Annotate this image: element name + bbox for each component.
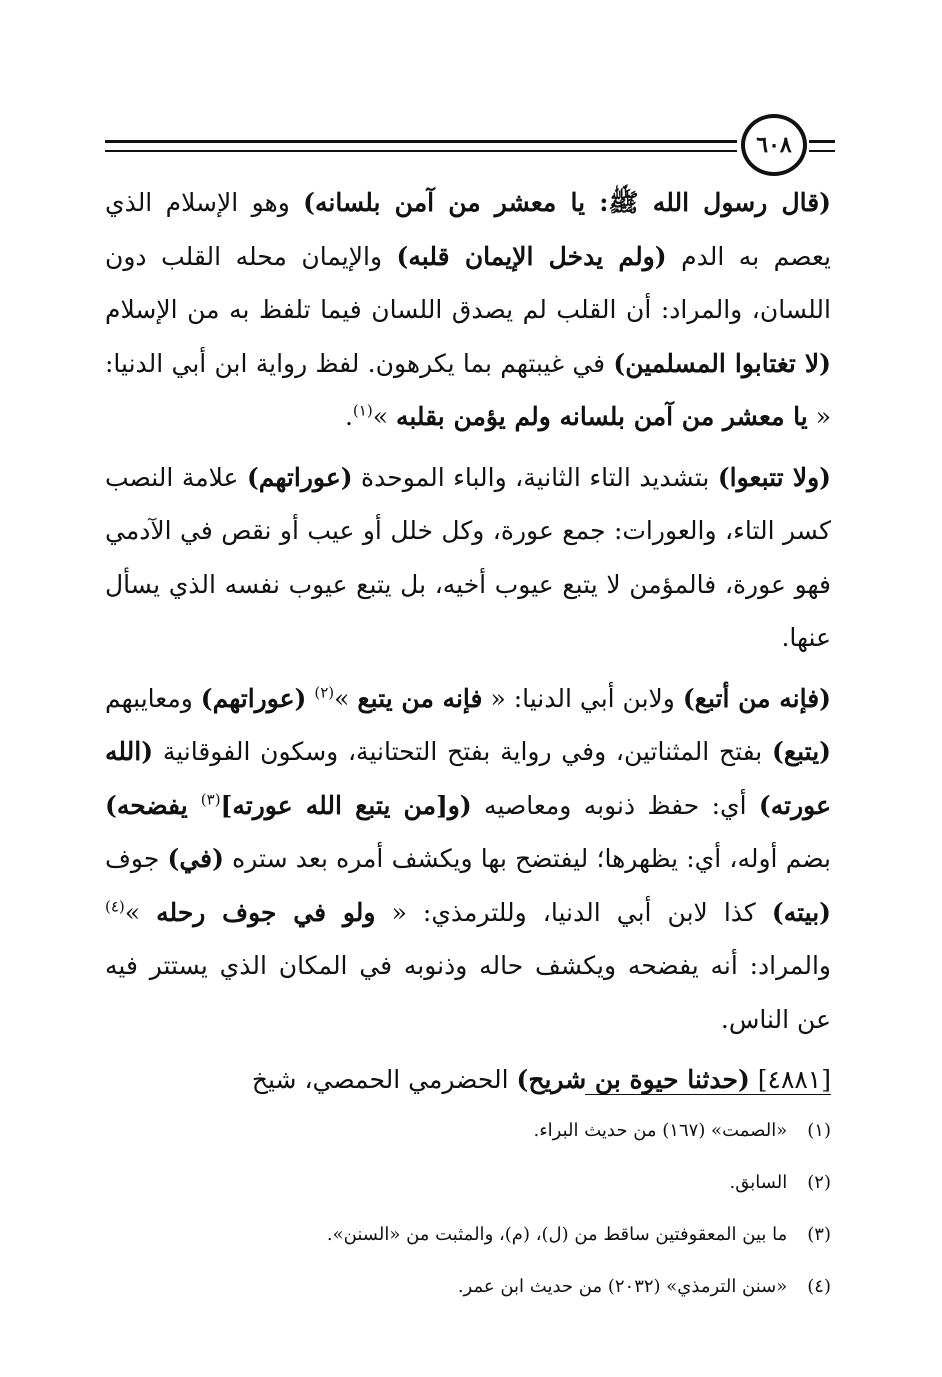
footnote-number: (١) bbox=[807, 1120, 831, 1141]
text-run: الحضرمي الحمصي، شيخ bbox=[251, 1065, 517, 1094]
text-run: كذا لابن أبي الدنيا، وللترمذي: « bbox=[375, 897, 772, 927]
page-number: ٦٠٨ bbox=[741, 114, 807, 176]
text-run: (لا تغتابوا المسلمين) bbox=[613, 348, 831, 378]
text-run: ومعايبهم bbox=[104, 683, 201, 713]
text-run: (قال رسول الله ﷺ: يا معشر من آمن بلسانه) bbox=[303, 188, 832, 217]
paragraph bbox=[105, 1053, 831, 1107]
text-run: أي: حفظ ذنوبه ومعاصيه bbox=[471, 790, 759, 820]
text-run: (عوراتهم) bbox=[200, 683, 307, 713]
footnote-number: (٣) bbox=[807, 1224, 831, 1245]
text-run: يا معشر من آمن بلسانه ولم يؤمن بقلبه bbox=[395, 402, 808, 431]
footnote-text: «سنن الترمذي» (٢٠٣٢) من حديث ابن عمر. bbox=[457, 1276, 788, 1297]
header-rule-left-thick bbox=[105, 140, 737, 143]
header-rule-right-thick bbox=[809, 140, 835, 143]
text-run: بضم أوله، أي: يظهرها؛ ليفتضح بها ويكشف أمره بعد ستره bbox=[223, 844, 831, 873]
text-run: (في) bbox=[167, 844, 224, 873]
text-run: في غيبتهم بما يكرهون. لفظ رواية ابن أبي الدنيا: « bbox=[105, 348, 831, 431]
footnote-separator bbox=[585, 1094, 831, 1095]
paragraph bbox=[105, 451, 831, 665]
text-run: » bbox=[372, 402, 396, 431]
text-run: بتشديد التاء الثانية، والباء الموحدة bbox=[352, 462, 718, 492]
text-run: وهو الإسلام الذي يعصم به الدم bbox=[105, 188, 832, 271]
text-run: » bbox=[334, 683, 358, 713]
text-run: [٤٨٨١] bbox=[749, 1065, 831, 1094]
paragraph bbox=[105, 672, 831, 1047]
header-rule-right-thin bbox=[809, 150, 835, 152]
text-run: علامة النصب كسر التاء، والعورات: جمع عورة، وكل خلل أو عيب أو نقص في الآدمي فهو عورة، فالمؤمن لا يتبع عيوب أخيه، بل يتبع عيوب نفسه الذي يسأل عنها. bbox=[105, 462, 831, 652]
footnote-text: ما بين المعقوفتين ساقط من (ل)، (م)، والمثبت من «السنن». bbox=[326, 1224, 788, 1245]
text-run: » bbox=[124, 897, 157, 927]
footnote-text: «الصمت» (١٦٧) من حديث البراء. bbox=[533, 1120, 788, 1141]
text-run: والإيمان محله القلب دون اللسان، والمراد: أن القلب لم يصدق اللسان فيما تلفظ به من الإسلام bbox=[105, 241, 831, 324]
footnote-ref: (١) bbox=[352, 401, 373, 420]
paragraph bbox=[105, 176, 831, 444]
footnote-number: (٢) bbox=[807, 1172, 831, 1193]
text-run: فإنه من يتبع bbox=[357, 683, 483, 713]
footnote-ref: (٢) bbox=[314, 683, 335, 702]
footnote bbox=[105, 1209, 831, 1261]
text-run: جوف bbox=[105, 844, 168, 873]
footnote-ref: (٣) bbox=[200, 790, 221, 809]
footnote-ref: (٤) bbox=[105, 897, 125, 916]
text-run: (عوراتهم) bbox=[246, 462, 353, 492]
footnotes bbox=[105, 1105, 831, 1313]
text-run: (حدثنا حيوة بن شريح) bbox=[516, 1065, 750, 1094]
text-run: (ولا تتبعوا) bbox=[717, 462, 832, 492]
text-run: ولابن أبي الدنيا: « bbox=[482, 683, 683, 713]
page-header bbox=[105, 112, 835, 182]
footnote-number: (٤) bbox=[807, 1276, 831, 1297]
text-run: يفضحه) bbox=[105, 790, 201, 820]
text-run: (بيته) bbox=[771, 897, 831, 927]
text-run: (فإنه من أتبع) bbox=[682, 683, 831, 713]
main-text bbox=[105, 176, 831, 1114]
footnote bbox=[105, 1105, 831, 1157]
text-run: (ولم يدخل الإيمان قلبه) bbox=[396, 241, 667, 271]
footnote bbox=[105, 1261, 831, 1313]
text-run: بفتح المثناتين، وفي رواية بفتح التحتانية، وسكون الفوقانية bbox=[153, 737, 772, 766]
text-run: (الله عورته) bbox=[105, 737, 832, 820]
header-rule-left-thin bbox=[105, 150, 737, 152]
footnote bbox=[105, 1157, 831, 1209]
text-run: . bbox=[344, 402, 353, 431]
footnote-text: السابق. bbox=[729, 1172, 788, 1193]
text-run: ولو في جوف رحله bbox=[156, 897, 376, 927]
text-run: (يتبع) bbox=[771, 737, 831, 766]
text-run: والمراد: أنه يفضحه ويكشف حاله وذنوبه في المكان الذي يستتر فيه عن الناس. bbox=[105, 951, 831, 1034]
text-run: (و[من يتبع الله عورته] bbox=[220, 790, 472, 820]
